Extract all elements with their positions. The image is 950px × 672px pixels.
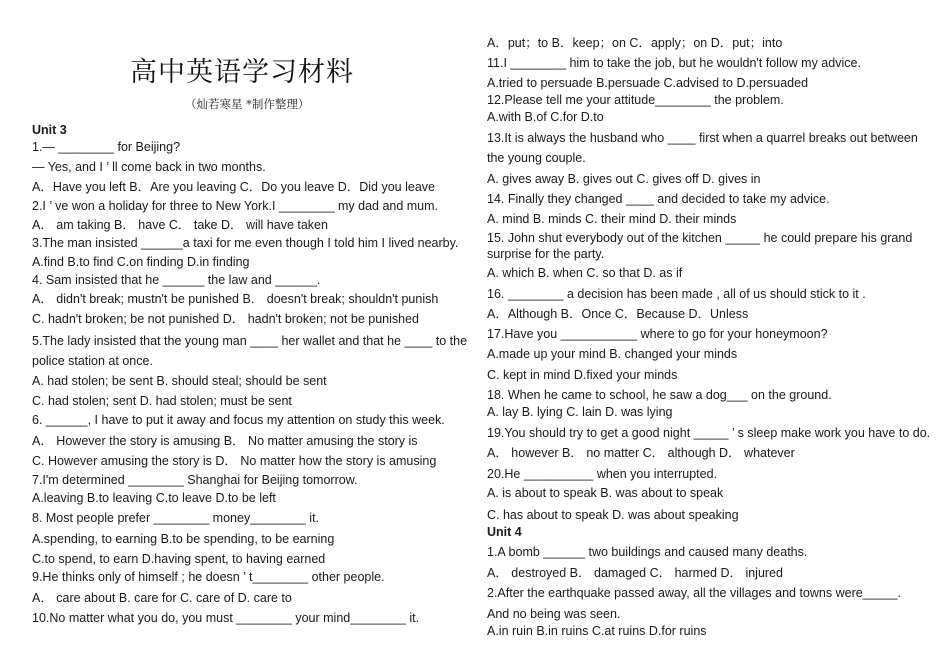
question-line: — Yes, and I ’ ll come back in two months. <box>32 160 266 174</box>
page-title: 高中英语学习材料 <box>130 57 354 88</box>
question-line: 2.I ’ ve won a holiday for three to New York.I ________ my dad and mum. <box>32 199 439 213</box>
options-line: C. hadn't broken; be not punished D． hadn't broken; not be punished <box>32 312 419 326</box>
unit-heading: Unit 3 <box>32 123 67 137</box>
question-line: 2.After the earthquake passed away, all the villages and towns were_____. <box>487 586 901 600</box>
question-line: And no being was seen. <box>487 607 621 621</box>
question-line: the young couple. <box>487 151 586 165</box>
options-line: A． care about B. care for C. care of D. care to <box>32 591 292 605</box>
options-line: C. However amusing the story is D． No matter how the story is amusing <box>32 454 437 468</box>
options-line: A. is about to speak B. was about to speak <box>487 486 724 500</box>
options-line: C. had stolen; sent D. had stolen; must be sent <box>32 394 292 408</box>
question-line: 12.Please tell me your attitude________ the problem. <box>487 93 784 107</box>
options-line: A．put；to B．keep；on C．apply；on D．put；into <box>487 36 783 50</box>
options-line: A． However the story is amusing B． No matter amusing the story is <box>32 434 418 448</box>
question-line: 10.No matter what you do, you must ________ your mind________ it. <box>32 611 420 625</box>
options-line: A．Although B．Once C．Because D．Unless <box>487 307 749 321</box>
question-line: 1.A bomb ______ two buildings and caused many deaths. <box>487 545 808 559</box>
page-subtitle: （灿若寒星 *制作整理） <box>185 97 310 111</box>
options-line: A.leaving B.to leaving C.to leave D.to be left <box>32 491 276 505</box>
options-line: A． didn't break; mustn't be punished B． doesn't break; shouldn't punish <box>32 292 439 306</box>
options-line: C. kept in mind D.fixed your minds <box>487 368 678 382</box>
question-line: surprise for the party. <box>487 247 605 261</box>
options-line: C.to spend, to earn D.having spent, to having earned <box>32 552 326 566</box>
question-line: police station at once. <box>32 354 153 368</box>
question-line: 11.I ________ him to take the job, but he wouldn't follow my advice. <box>487 56 861 70</box>
question-line: 5.The lady insisted that the young man ____ her wallet and that he ____ to the <box>32 334 468 348</box>
options-line: A.find B.to find C.on finding D.in finding <box>32 255 250 269</box>
options-line: A. lay B. lying C. lain D. was lying <box>487 405 673 419</box>
question-line: 15. John shut everybody out of the kitchen _____ he could prepare his grand <box>487 231 913 245</box>
options-line: A.made up your mind B. changed your minds <box>487 347 738 361</box>
question-line: 18. When he came to school, he saw a dog___ on the ground. <box>487 388 832 402</box>
options-line: A． destroyed B． damaged C． harmed D． injured <box>487 566 783 580</box>
question-line: 16. ________ a decision has been made , all of us should stick to it . <box>487 287 866 301</box>
question-line: 8. Most people prefer ________ money________ it. <box>32 511 320 525</box>
options-line: A. mind B. minds C. their mind D. their minds <box>487 212 737 226</box>
question-line: 6. ______, I have to put it away and focus my attention on study this week. <box>32 413 445 427</box>
question-line: 20.He __________ when you interrupted. <box>487 467 718 481</box>
question-line: 13.It is always the husband who ____ first when a quarrel breaks out between <box>487 131 918 145</box>
options-line: A.spending, to earning B.to be spending, to be earning <box>32 532 335 546</box>
question-line: 4. Sam insisted that he ______ the law and ______. <box>32 273 321 287</box>
question-line: 3.The man insisted ______a taxi for me even though I told him I lived nearby. <box>32 236 459 250</box>
options-line: C. has about to speak D. was about speaking <box>487 508 739 522</box>
question-line: 9.He thinks only of himself ; he doesn ’ t________ other people. <box>32 570 385 584</box>
options-line: A． however B． no matter C． although D． whatever <box>487 446 795 460</box>
question-line: 14. Finally they changed ____ and decided to take my advice. <box>487 192 830 206</box>
options-line: A． am taking B． have C． take D． will have taken <box>32 218 328 232</box>
options-line: A.tried to persuade B.persuade C.advised to D.persuaded <box>487 76 809 90</box>
question-line: 17.Have you ___________ where to go for your honeymoon? <box>487 327 828 341</box>
options-line: A. gives away B. gives out C. gives off D. gives in <box>487 172 761 186</box>
question-line: 1.— ________ for Beijing? <box>32 140 181 154</box>
options-line: A. had stolen; be sent B. should steal; should be sent <box>32 374 327 388</box>
options-line: A.in ruin B.in ruins C.at ruins D.for ruins <box>487 624 707 638</box>
options-line: A. which B. when C. so that D. as if <box>487 266 683 280</box>
question-line: 19.You should try to get a good night _____ ’ s sleep make work you have to do. <box>487 426 931 440</box>
options-line: A.with B.of C.for D.to <box>487 110 604 124</box>
question-line: 7.I'm determined ________ Shanghai for Beijing tomorrow. <box>32 473 358 487</box>
options-line: A．Have you left B．Are you leaving C．Do you leave D．Did you leave <box>32 180 435 194</box>
unit-heading: Unit 4 <box>487 525 522 539</box>
